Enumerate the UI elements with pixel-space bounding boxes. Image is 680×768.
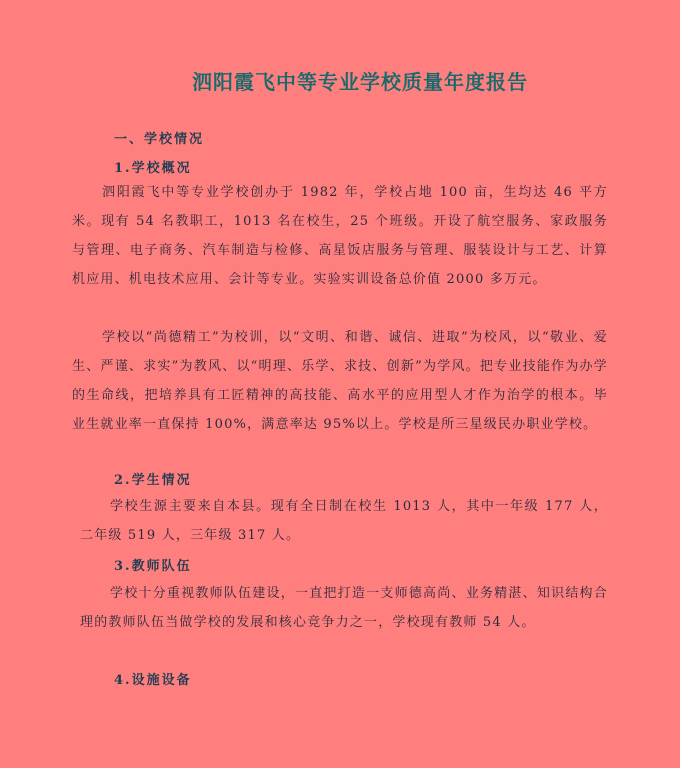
subheading-teaching-staff: 3.教师队伍	[114, 559, 192, 574]
paragraph-school-motto: 学校以“尚德精工”为校训，以“文明、和谐、诚信、进取”为校风，以“敬业、爱生、严谨、求实”为教风、以“明理、乐学、求技、创新”为学风。把专业技能作为办学的生命线，把培养具有工匠精神的高技能、高水平的应用型人才作为治学的根本。毕业生就业率一直保持 100%，满意率达 95%以上。学校是所三星级民办职业学校。	[72, 330, 608, 432]
section-heading-school-overview: 一、学校情况	[114, 132, 205, 147]
subheading-school-profile: 1.学校概况	[114, 161, 192, 176]
subheading-student-info: 2.学生情况	[114, 473, 192, 488]
paragraph-teaching-staff: 学校十分重视教师队伍建设，一直把打造一支师德高尚、业务精湛、知识结构合理的教师队伍当做学校的发展和核心竞争力之一，学校现有教师 54 人。	[80, 586, 608, 630]
document-title: 泗阳霞飞中等专业学校质量年度报告	[192, 70, 528, 94]
paragraph-school-profile: 泗阳霞飞中等专业学校创办于 1982 年，学校占地 100 亩，生均达 46 平方米。现有 54 名教职工，1013 名在校生，25 个班级。开设了航空服务、家政服务与管理、电子商务、汽车制造与检修、高星饭店服务与管理、服装设计与工艺、计算机应用、机电技术应用、会计等专业。实验实训设备总价值 2000 多万元。	[72, 185, 608, 287]
paragraph-student-info: 学校生源主要来自本县。现有全日制在校生 1013 人，其中一年级 177 人，二年级 519 人，三年级 317 人。	[80, 499, 608, 543]
subheading-facilities: 4.设施设备	[114, 673, 192, 688]
